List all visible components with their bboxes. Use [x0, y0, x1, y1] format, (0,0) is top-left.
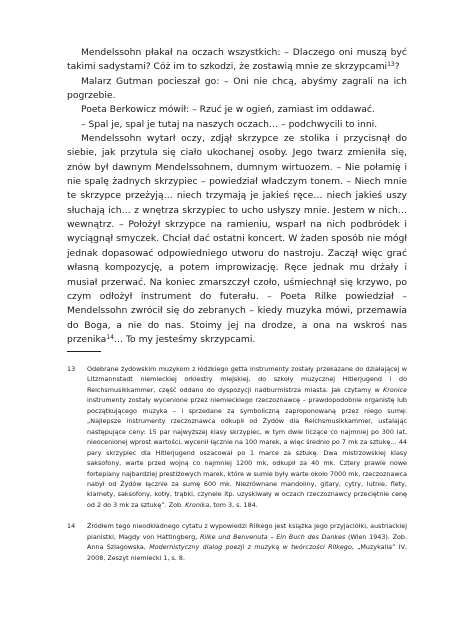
footnote-text: Źródłem tego nieodkładnego cytatu z wypowiedzi Rilkego jest książka jego przyjaciółki, austriackiej pianistki, Magdy von Hattingberg, Rilke und Benvenuta – Ein Buch des Dankes (Wien 1943). Zob. Anna Szlagowska, Modernistyczny dialog poezji z muzyką w twórczości Rilkego, „Muzykalia” IV, 2008, Zeszyt niemiecki 1, s. 8. [87, 522, 407, 562]
paragraph [67, 46, 407, 75]
paragraph: Malarz Gutman pocieszał go: – Oni nie chcą, abyśmy zagrali na ich pogrzebie. [67, 75, 407, 102]
footnote-divider [67, 351, 101, 352]
footnotes [67, 364, 407, 574]
paragraph [67, 132, 407, 347]
footnote [67, 364, 407, 510]
paragraph-text: Mendelssohn wytarł oczy, zdjął skrzypce ze stolika i przycisnął do siebie, jak przytula się ciało ukochanej osoby. Jego twarz zmieniła się, znów był dawnym Mendelssohnem, dumnym wirtuozem. – Nie połamię i nie spalę żadnych skrzypiec – powiedział władczym tonem. – Niech mnie te skrzypce przeżyją… niech trzymają je jakieś ręce… niech jakieś uszy słuchają ich… z wnętrza skrzypiec to ucho usłyszy mnie. Jestem w nich… wewnątrz. – Położył skrzypce na ramieniu, wsparł na nich podbródek i wyciągnął smyczek. Chciał dać ostatni koncert. W żaden sposób nie mógł jednak dopasować odpowiedniego utworu do nastroju. Zaczął więc grać własną kompozycję, a potem improwizację. Ręce jednak mu drżały i musiał przerwać. Na koniec zmarszczył czoło, uśmiechnął się krzywo, po czym odłożył instrument do futerału. – Poeta Rilke powiedział – Mendelssohn zwrócił się do zebranych – kiedy muzyka mówi, przemawia do Boga, a nie do nas. Stoimy jej na drodze, a ona na wskroś nas przenika [67, 133, 407, 345]
paragraph-text: Mendelssohn płakał na oczach wszystkich: – Dlaczego oni muszą być takimi sadystami? Cóż im to szkodzi, że zostawią mnie ze skrzypcami [67, 47, 407, 73]
footnote-ref[interactable]: 14 [106, 333, 114, 341]
paragraph: Poeta Berkowicz mówił: – Rzuć je w ogień, zamiast im oddawać. [81, 104, 375, 116]
footnote-text: Odebrane żydowskim muzykom z łódzkiego getta instrumenty zostały przekazane do działającej w Litzmannstadt niemieckiej orkiestry miejskiej, do szkoły muzycznej Hitlerjugend i do Reichsmusikkammer, część oddano do dyspozycji nadburmistrza miasta. Jak czytamy w Kronice instrumenty zostały wycenione przez niemieckiego rzeczoznawcę – prawdopodobnie organistę lub początkującego muzyka – i sprzedane za symboliczną zaproponowaną przez niego sumę: „Najlepsze instrumenty rzeczoznawca odkupił od Żydów dla Reichsmusikkammer, ustalając następujące ceny: 15 par najwyższej klasy skrzypiec, w tym dwie liczące co najmniej po 300 lat, nieocenionej wprost wartości, wycenił łącznie na 100 marek, a więc średnio po 7 mk za sztukę… 44 pary skrzypiec dla Hitlerjugend oszacował po 1 marce za sztukę. Dwa mistrzowskiej klasy saksofony, warte przed wojną co najmniej 1200 mk, odkupił za 40 mk. Cztery prawie nowe fortepiany najbardziej prestiżowych marek, które w sumie były warte około 7000 mk, rzeczoznawca nabył od Żydów łącznie za sumę 600 mk. Niezrównane mandoliny, gitary, cytry, lutnie, flety, klarnety, saksofony, kotły, trąbki, czynele itp. uzyskiwały w oczach rzeczoznawcy przeciętnie cenę od 2 do 3 mk za sztukę”. Zob. Kronika, tom 3, s. 184. [87, 365, 407, 509]
paragraph: – Spal je, spal je tutaj na naszych oczach… – podchwycili to inni. [81, 118, 378, 130]
paragraph-text: ? [394, 61, 400, 73]
footnote [67, 521, 407, 563]
footnote-number: 13 [67, 365, 76, 373]
footnote-number: 14 [67, 522, 76, 531]
footnote-ref[interactable]: 13 [387, 61, 395, 69]
main-text [67, 46, 407, 347]
paragraph-text: … To my jesteśmy skrzypcami. [113, 333, 256, 345]
